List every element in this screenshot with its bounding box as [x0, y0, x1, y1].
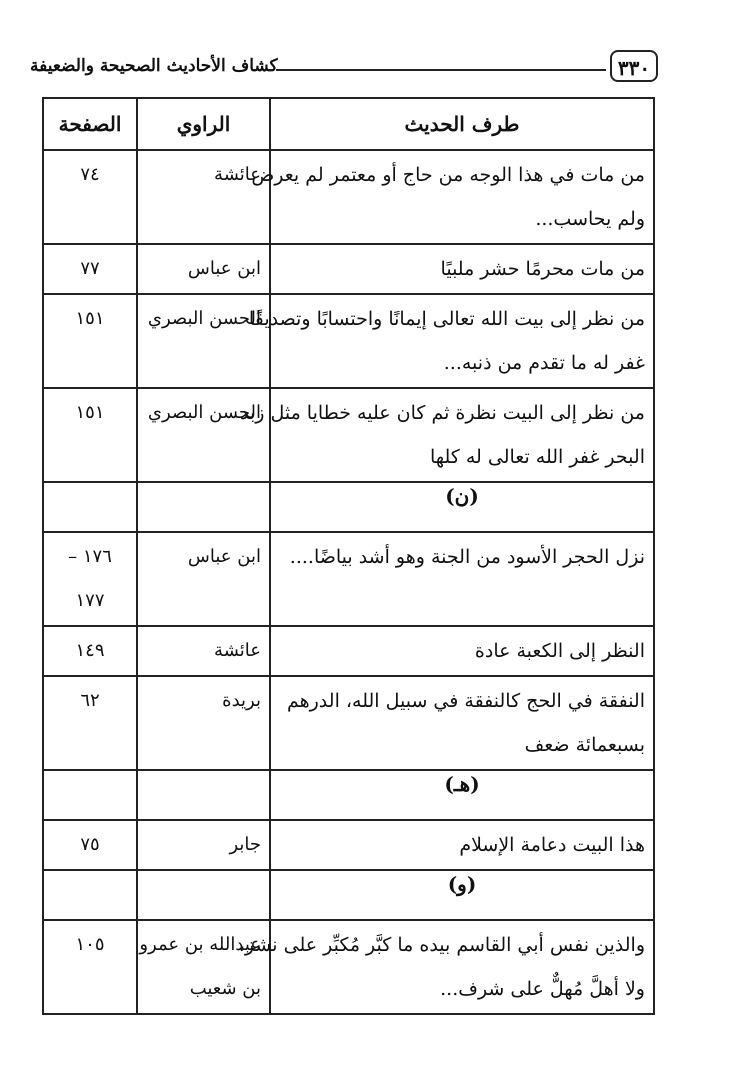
hadith-cell	[270, 626, 654, 676]
table-row	[43, 676, 654, 770]
empty-cell	[43, 870, 137, 920]
narrator-cell: عائشة	[137, 626, 270, 676]
hadith-index-table	[42, 97, 655, 1015]
page-title: كشاف الأحاديث الصحيحة والضعيفة	[30, 56, 278, 76]
hadith-line: البحر غفر الله تعالى له كلها	[429, 446, 645, 468]
narrator-line: بن شعيب	[189, 978, 261, 999]
hadith-line: غفر له ما تقدم من ذنبه...	[443, 352, 645, 374]
page-cell: ١٠٥	[43, 920, 137, 1014]
page-number: ٣٣٠	[610, 50, 658, 82]
column-header-page: الصفحة	[43, 98, 137, 150]
section-letter-ha: (هـ)	[270, 770, 654, 820]
hadith-line: من نظر إلى البيت نظرة ثم كان عليه خطايا مثل زبد	[239, 402, 645, 424]
empty-cell	[43, 770, 137, 820]
narrator-cell: الحسن البصري	[137, 294, 270, 388]
empty-cell	[43, 482, 137, 532]
narrator-cell: ابن عباس	[137, 532, 270, 626]
table-row	[43, 388, 654, 482]
page-cell: ١٤٩	[43, 626, 137, 676]
hadith-line: ولا أهلَّ مُهلٌّ على شرف...	[440, 978, 645, 1000]
empty-cell	[137, 482, 270, 532]
header-rule	[276, 69, 606, 71]
narrator-cell: بريدة	[137, 676, 270, 770]
narrator-cell: الحسن البصري	[137, 388, 270, 482]
column-header-hadith: طرف الحديث	[270, 98, 654, 150]
page-cell: ١٥١	[43, 294, 137, 388]
hadith-cell	[270, 820, 654, 870]
hadith-line: من نظر إلى بيت الله تعالى إيمانًا واحتسابًا وتصديقًا	[248, 308, 645, 330]
page-cell: ٧٤	[43, 150, 137, 244]
hadith-cell	[270, 244, 654, 294]
page-cell: ٦٢	[43, 676, 137, 770]
page-header	[30, 50, 658, 90]
hadith-line: والذين نفس أبي القاسم بيده ما كبَّر مُكبِّر على نشز،	[238, 934, 645, 956]
page-cell: ٧٧	[43, 244, 137, 294]
narrator-line: عبدالله بن عمرو	[139, 934, 261, 955]
page-line: ١٧٦ –	[68, 546, 112, 567]
empty-cell	[137, 770, 270, 820]
page-cell	[43, 532, 137, 626]
narrator-cell	[137, 920, 270, 1014]
page-cell: ٧٥	[43, 820, 137, 870]
narrator-cell: ابن عباس	[137, 244, 270, 294]
narrator-cell: جابر	[137, 820, 270, 870]
table-row	[43, 532, 654, 626]
page-cell: ١٥١	[43, 388, 137, 482]
hadith-line: من مات محرمًا حشر ملبيًا	[440, 258, 645, 280]
table-row	[43, 820, 654, 870]
hadith-line: نزل الحجر الأسود من الجنة وهو أشد بياضًا....	[289, 546, 645, 568]
section-row-ha	[43, 770, 654, 820]
hadith-line: هذا البيت دعامة الإسلام	[459, 834, 645, 856]
hadith-cell	[270, 532, 654, 626]
page-line: ١٧٧	[75, 590, 105, 611]
table-row	[43, 244, 654, 294]
narrator-cell: عائشة	[137, 150, 270, 244]
empty-cell	[137, 870, 270, 920]
section-letter-waw: (و)	[270, 870, 654, 920]
hadith-cell	[251, 150, 654, 244]
hadith-line: ولم يحاسب...	[535, 208, 645, 230]
hadith-line: من مات في هذا الوجه من حاج أو معتمر لم يعرض	[251, 164, 645, 186]
section-letter-nun: (ن)	[270, 482, 654, 532]
hadith-line: النفقة في الحج كالنفقة في سبيل الله، الدرهم	[286, 690, 645, 712]
table-row	[43, 294, 654, 388]
section-row-nun	[43, 482, 654, 532]
hadith-cell	[248, 294, 654, 388]
hadith-cell	[239, 388, 654, 482]
column-header-narrator: الراوي	[137, 98, 270, 150]
hadith-line: النظر إلى الكعبة عادة	[474, 640, 645, 662]
table-row	[43, 150, 654, 244]
table-row	[43, 920, 654, 1014]
table-row	[43, 626, 654, 676]
section-row-waw	[43, 870, 654, 920]
hadith-cell	[238, 920, 654, 1014]
hadith-cell	[270, 676, 654, 770]
hadith-line: بسبعمائة ضعف	[524, 734, 645, 756]
table-header-row	[43, 98, 654, 150]
